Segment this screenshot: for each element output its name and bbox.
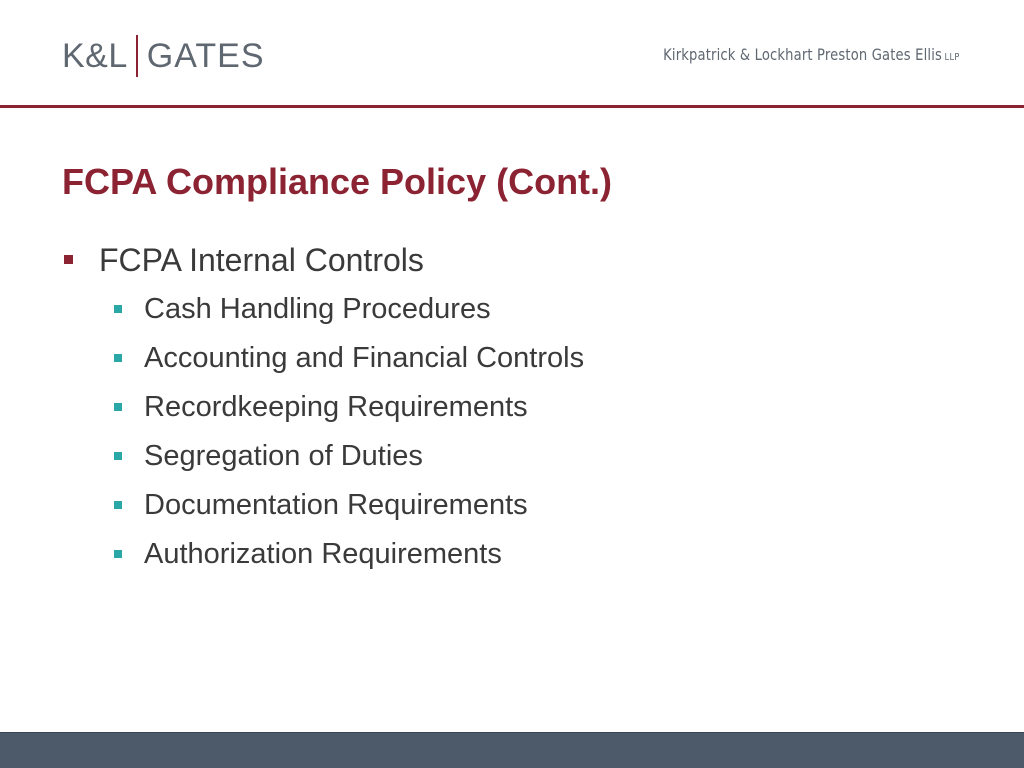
logo-right-text: GATES [146,36,265,75]
header-rule [0,105,1024,108]
square-bullet-icon [114,354,122,362]
sub-bullet-text: Documentation Requirements [144,489,528,521]
kl-gates-logo [62,34,265,78]
sub-bullet-text: Accounting and Financial Controls [144,342,585,374]
sub-bullet-item [62,335,962,384]
sub-bullet-text: Recordkeeping Requirements [144,391,528,423]
sub-bullet-text: Authorization Requirements [144,538,502,570]
sub-bullet-text: Segregation of Duties [144,440,423,472]
bullet-text: FCPA Internal Controls [99,242,424,278]
slide-title: FCPA Compliance Policy (Cont.) [62,161,613,202]
sub-bullet-item [62,384,962,433]
square-bullet-icon [114,501,122,509]
slide-header [0,0,1024,106]
square-bullet-icon [114,550,122,558]
firm-name-text: Kirkpatrick & Lockhart Preston Gates Ellis [663,45,943,64]
slide-footer-bar [0,732,1024,768]
firm-full-name [663,45,960,64]
firm-suffix: LLP [944,52,960,63]
square-bullet-icon [64,255,73,264]
sub-bullet-item [62,286,962,335]
sub-bullet-text: Cash Handling Procedures [144,293,491,325]
logo-divider [136,35,138,77]
sub-bullet-item [62,531,962,580]
logo-left-text: K&L [62,36,128,75]
bullet-item [62,236,962,284]
slide-content [62,236,962,580]
sub-bullet-item [62,433,962,482]
sub-bullet-item [62,482,962,531]
square-bullet-icon [114,403,122,411]
square-bullet-icon [114,452,122,460]
square-bullet-icon [114,305,122,313]
sub-bullet-list [62,286,962,580]
